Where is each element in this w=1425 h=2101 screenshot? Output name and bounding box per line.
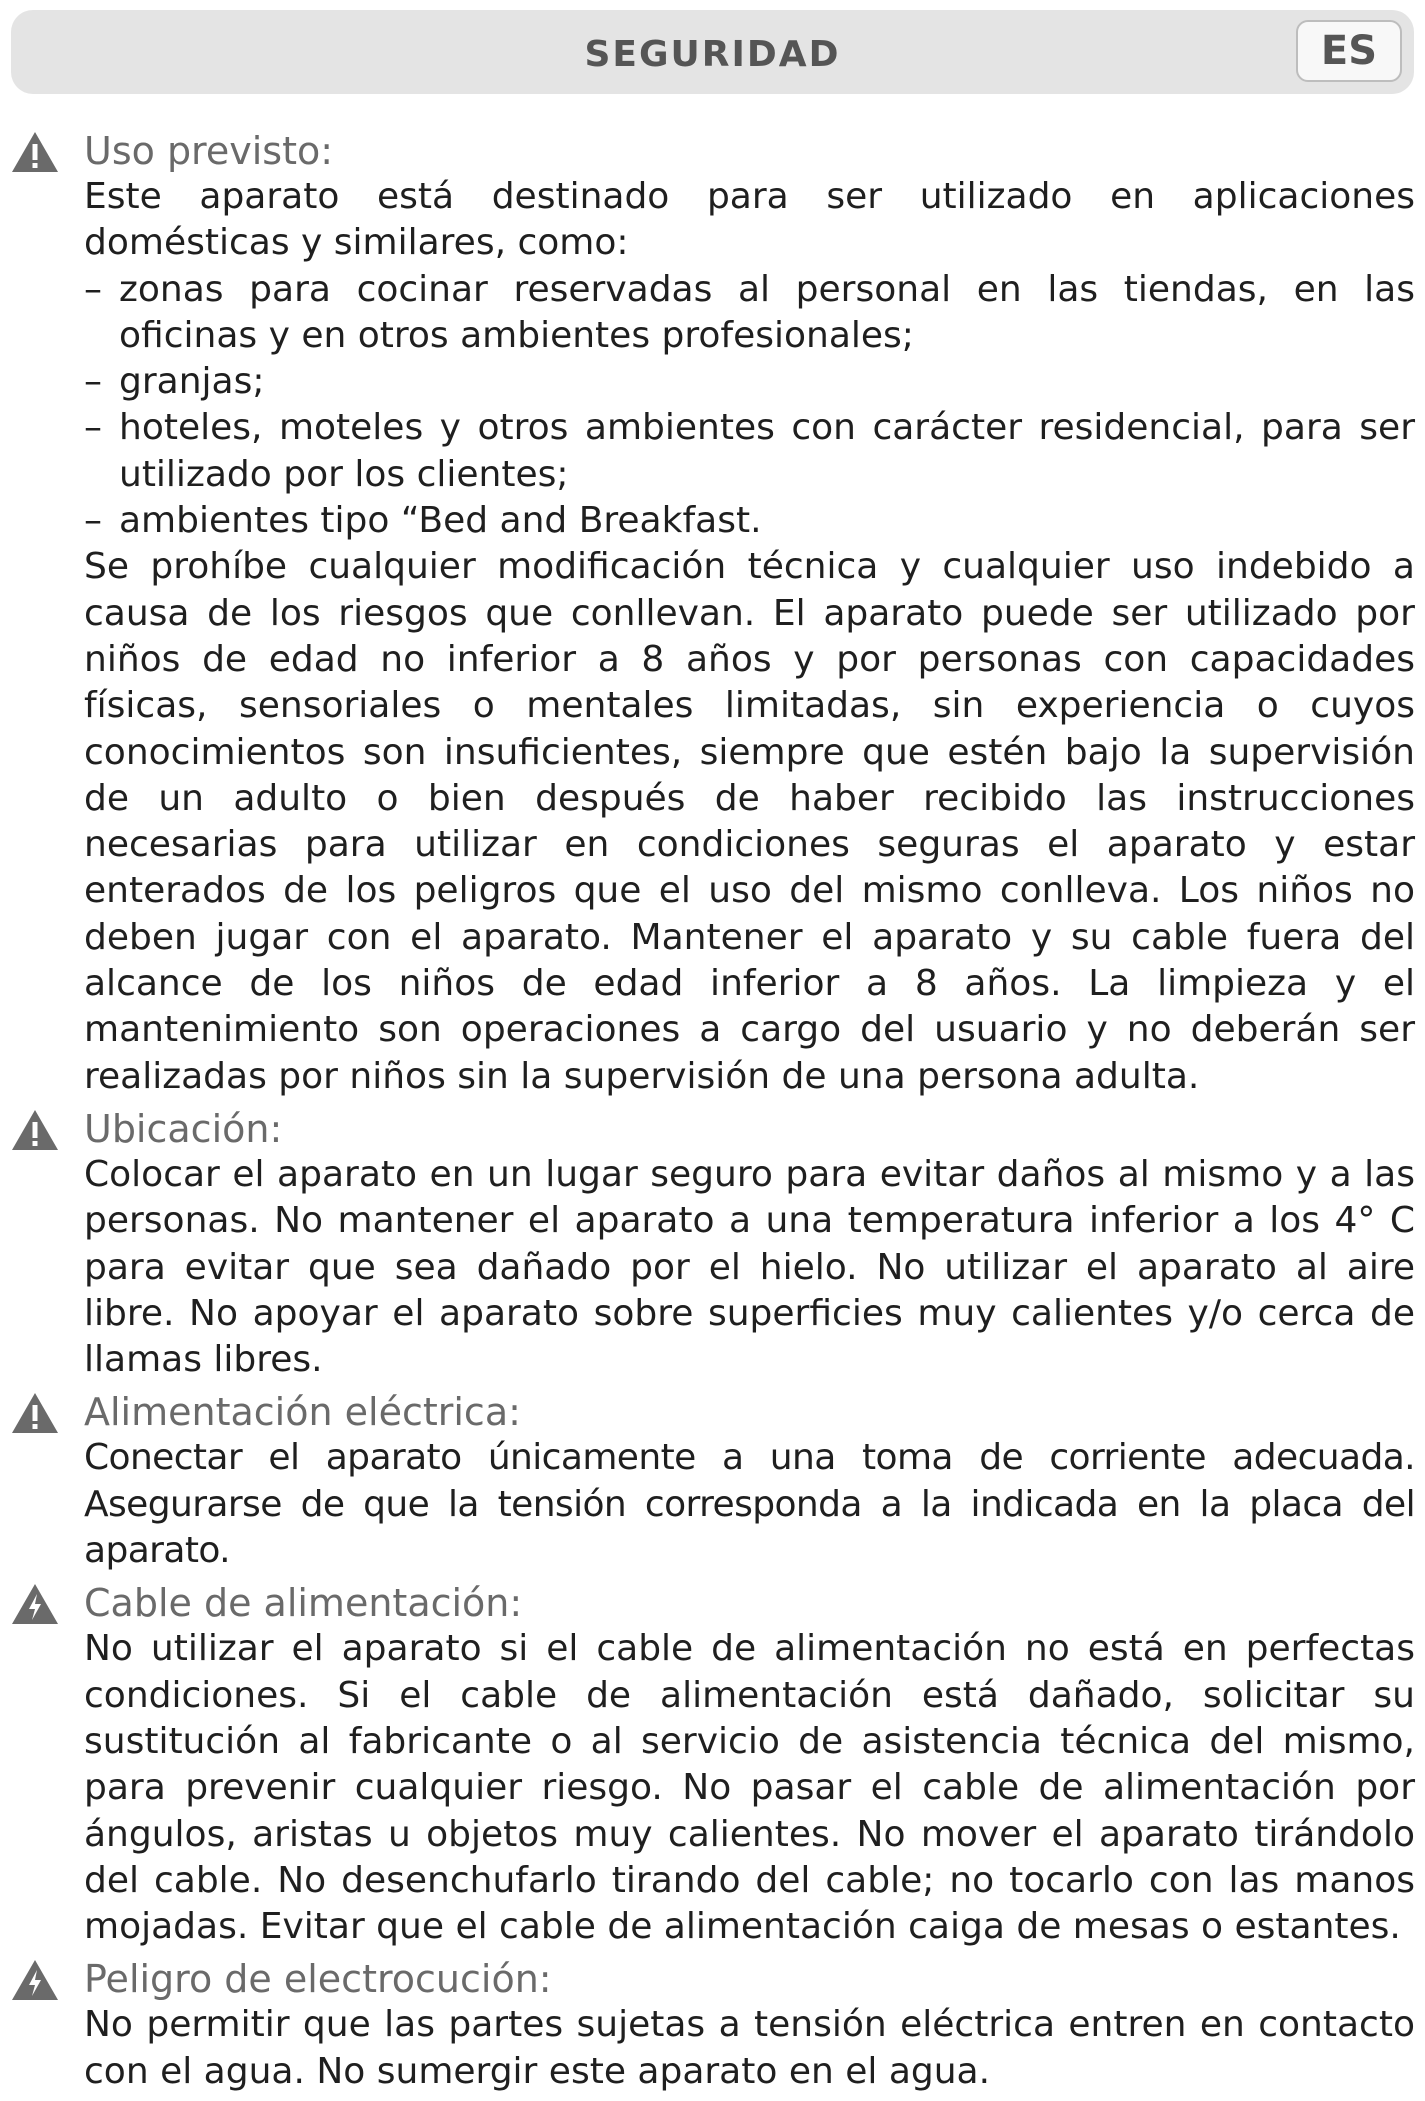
- page-title: SEGURIDAD: [584, 34, 841, 75]
- warning-icon: [10, 1108, 60, 1152]
- electric-warning-icon: [10, 1958, 60, 2002]
- section-title: Ubicación:: [84, 1106, 283, 1151]
- language-badge: ES: [1296, 20, 1402, 82]
- section-body: No permitir que las partes sujetas a tensión eléctrica entren en contacto con el agua. No sumergir este aparato en el agua.: [84, 2004, 1415, 2092]
- section-title: Peligro de electrocución:: [84, 1957, 552, 2002]
- section-body: Conectar el aparato únicamente a una toma de corriente adecuada. Asegurarse de que la tensión corresponda a la indicada en la placa del aparato.: [84, 1437, 1415, 1572]
- section-alimentacion-electrica: [0, 1389, 1425, 1574]
- electric-warning-icon: [10, 1582, 60, 1626]
- list-item: – ambientes tipo “Bed and Breakfast.: [84, 498, 1415, 544]
- list-marker: –: [84, 268, 102, 310]
- section-ubicacion: [0, 1106, 1425, 1383]
- page-header: [11, 10, 1414, 94]
- section-body: No utilizar el aparato si el cable de alimentación no está en perfectas condiciones. Si el cable de alimentación está dañado, solicitar su sustitución al fabricante o al servicio de asistencia técnica del mismo, para prevenir cualquier riesgo. No pasar el cable de alimentación por ángulos, aristas u objetos muy calientes. No mover el aparato tirándolo del cable. No desenchufarlo tirando del cable; no tocarlo con las manos mojadas. Evitar que el cable de alimentación caiga de mesas o estantes.: [84, 1628, 1415, 1948]
- list-marker: –: [84, 361, 102, 403]
- warning-icon: [10, 130, 60, 174]
- section-title: Cable de alimentación:: [84, 1581, 523, 1626]
- section-title: Alimentación eléctrica:: [84, 1390, 521, 1435]
- section-title: Uso previsto:: [84, 129, 334, 173]
- section-intro: Este aparato está destinado para ser utilizado en aplicaciones domésticas y similares, como:: [84, 176, 1415, 264]
- list-item: – hoteles, moteles y otros ambientes con carácter residencial, para ser utilizado por los clientes;: [84, 407, 1415, 495]
- section-body: Colocar el aparato en un lugar seguro para evitar daños al mismo y a las personas. No mantener el aparato a una temperatura inferior a los 4° C para evitar que sea dañado por el hielo. No utilizar el aparato al aire libre. No apoyar el aparato sobre superficies muy calientes y/o cerca de llamas libres.: [84, 1153, 1415, 1381]
- section-body: Se prohíbe cualquier modificación técnica y cualquier uso indebido a causa de los riesgos que conllevan. El aparato puede ser utilizado por niños de edad no inferior a 8 años y por personas con capacidades físicas, sensoriales o mentales limitadas, sin experiencia o cuyos conocimientos son insuficientes, siempre que estén bajo la supervisión de un adulto o bien después de haber recibido las instrucciones necesarias para utilizar en condiciones seguras el aparato y estar enterados de los peligros que el uso del mismo conlleva. Los niños no deben jugar con el aparato. Mantener el aparato y su cable fuera del alcance de los niños de edad inferior a 8 años. La limpieza y el mantenimiento son operaciones a cargo del usuario y no deberán ser realizadas por niños sin la supervisión de una persona adulta.: [84, 546, 1415, 1097]
- warning-icon: [10, 1391, 60, 1435]
- section-uso-previsto: [0, 128, 1425, 1100]
- list-item: – granjas;: [84, 359, 1415, 405]
- usage-list: [84, 267, 1415, 545]
- safety-content: [0, 128, 1425, 2101]
- list-marker: –: [84, 500, 102, 542]
- section-peligro-electrocucion: [0, 1956, 1425, 2095]
- list-marker: –: [84, 407, 102, 449]
- section-cable-alimentacion: [0, 1580, 1425, 1950]
- list-item: – zonas para cocinar reservadas al personal en las tiendas, en las oficinas y en otros ambientes profesionales;: [84, 268, 1415, 356]
